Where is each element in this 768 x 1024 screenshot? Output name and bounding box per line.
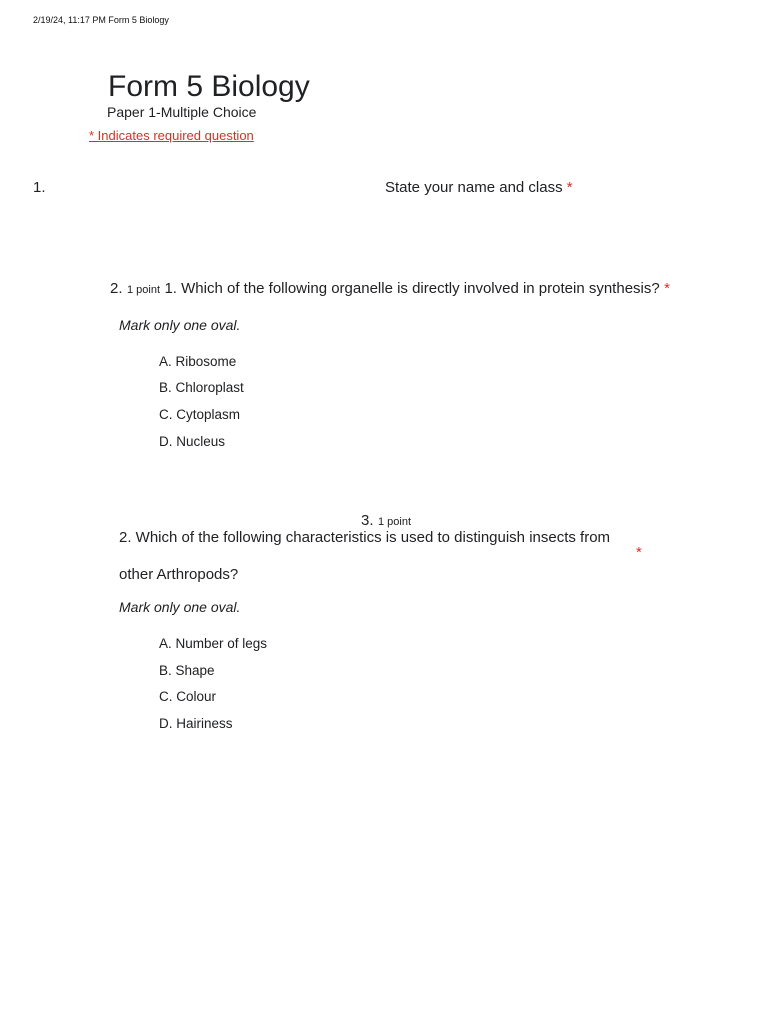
question-2-option-a[interactable]: A. Ribosome [159,354,237,369]
question-3-option-d[interactable]: D. Hairiness [159,716,233,731]
question-2-number: 2. [110,280,123,297]
required-star: * [664,280,671,297]
required-question-note[interactable]: * Indicates required question [89,128,254,143]
form-subtitle: Paper 1-Multiple Choice [107,104,257,120]
question-2-hint: Mark only one oval. [119,317,241,333]
question-1-number: 1. [33,179,46,196]
question-3-option-c[interactable]: C. Colour [159,689,217,704]
required-star: * [636,544,642,561]
print-header: 2/19/24, 11:17 PM Form 5 Biology [33,15,169,25]
question-2-option-c[interactable]: C. Cytoplasm [159,407,241,422]
question-3-header [361,512,411,530]
question-2-text: 1. Which of the following organelle is directly involved in protein synthesis? [164,280,660,297]
question-3-hint: Mark only one oval. [119,599,241,615]
question-3-text-line-2: other Arthropods? [119,566,239,583]
question-2-header [110,280,670,298]
question-3-text-line-1: 2. Which of the following characteristics is used to distinguish insects from [119,529,611,546]
form-title: Form 5 Biology [108,70,310,103]
question-2-option-b[interactable]: B. Chloroplast [159,380,244,395]
question-3-option-a[interactable]: A. Number of legs [159,636,268,651]
question-3-points: 1 point [377,516,411,528]
question-1-text [385,179,573,196]
question-2-option-d[interactable]: D. Nucleus [159,434,226,449]
question-3-number: 3. [361,512,374,529]
question-2-points: 1 point [126,284,160,296]
question-3-option-b[interactable]: B. Shape [159,663,215,678]
required-star: * [566,179,573,196]
question-1-label: State your name and class [385,179,563,196]
